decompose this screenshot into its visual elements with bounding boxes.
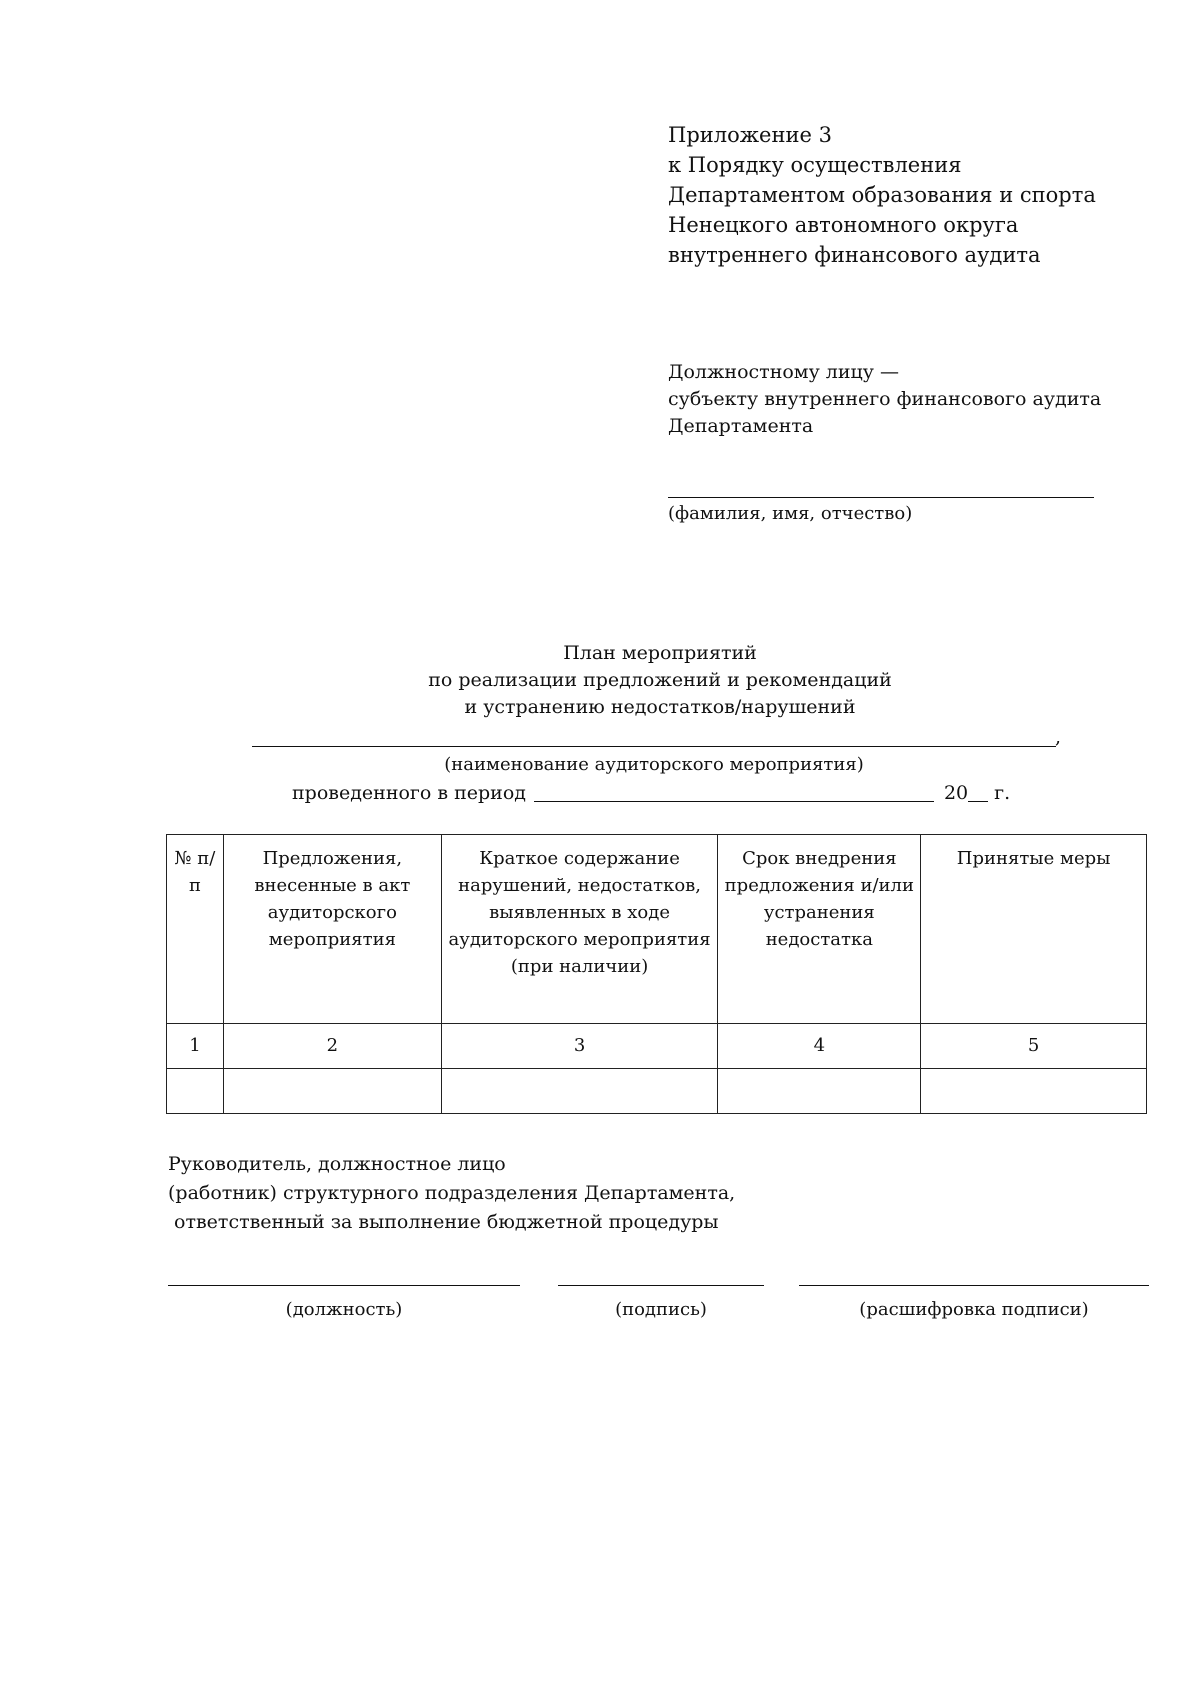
plan-table [166,834,1147,1114]
position-blank [168,1285,520,1286]
audit-name-caption: (наименование аудиторского мероприятия) [444,754,864,775]
appendix-line: к Порядку осуществления [668,153,962,177]
title-line: по реализации предложений и рекомендаций [428,669,892,691]
addressee-line: субъекту внутреннего финансового аудита [668,388,1102,410]
signatory-block [168,1150,735,1237]
header-cell-proposals: Предложения, внесенные в акт аудиторского мероприятия [223,835,441,1024]
empty-cell [441,1069,718,1114]
appendix-header [668,120,1096,270]
empty-cell [167,1069,224,1114]
addressee-line: Департамента [668,415,814,437]
audit-name-comma: , [1055,726,1062,748]
title-line: и устранению недостатков/нарушений [464,696,856,718]
period-blank [534,800,934,802]
year-suffix: г. [994,782,1011,804]
signature-decoding-blank [799,1285,1149,1286]
signature-caption: (подпись) [615,1299,707,1320]
position-caption: (должность) [285,1299,403,1320]
signature-blank [558,1285,764,1286]
addressee-line: Должностному лицу — [668,361,899,383]
table-header-row [167,835,1147,1024]
signatory-line: ответственный за выполнение бюджетной процедуры [168,1211,719,1233]
document-title [300,640,1020,721]
period-row [292,780,1010,807]
appendix-line: Ненецкого автономного округа [668,213,1019,237]
appendix-line: Приложение 3 [668,123,832,147]
column-number-cell: 4 [718,1024,921,1069]
column-number-cell: 2 [223,1024,441,1069]
header-cell-number: № п/п [167,835,224,1024]
year-prefix: 20 [943,782,969,804]
empty-cell [921,1069,1147,1114]
column-number-cell: 3 [441,1024,718,1069]
signatory-line: (работник) структурного подразделения Департамента, [168,1182,736,1204]
column-number-cell: 5 [921,1024,1147,1069]
audit-name-blank [252,746,1056,747]
addressee-name-blank [668,497,1094,498]
signature-decoding-caption: (расшифровка подписи) [859,1299,1089,1320]
addressee-block [668,359,1101,440]
appendix-line: внутреннего финансового аудита [668,243,1041,267]
empty-cell [718,1069,921,1114]
column-number-cell: 1 [167,1024,224,1069]
empty-cell [223,1069,441,1114]
header-cell-deadline: Срок внедрения предложения и/или устранения недостатка [718,835,921,1024]
signatory-line: Руководитель, должностное лицо [168,1153,506,1175]
table-row [167,1069,1147,1114]
column-number-row [167,1024,1147,1069]
appendix-line: Департаментом образования и спорта [668,183,1096,207]
addressee-name-caption: (фамилия, имя, отчество) [668,503,913,524]
year-blank [968,800,988,802]
period-label: проведенного в период [292,782,526,804]
header-cell-measures: Принятые меры [921,835,1147,1024]
title-line: План мероприятий [563,642,757,664]
header-cell-violations: Краткое содержание нарушений, недостатков, выявленных в ходе аудиторского мероприятия (при наличии) [441,835,718,1024]
